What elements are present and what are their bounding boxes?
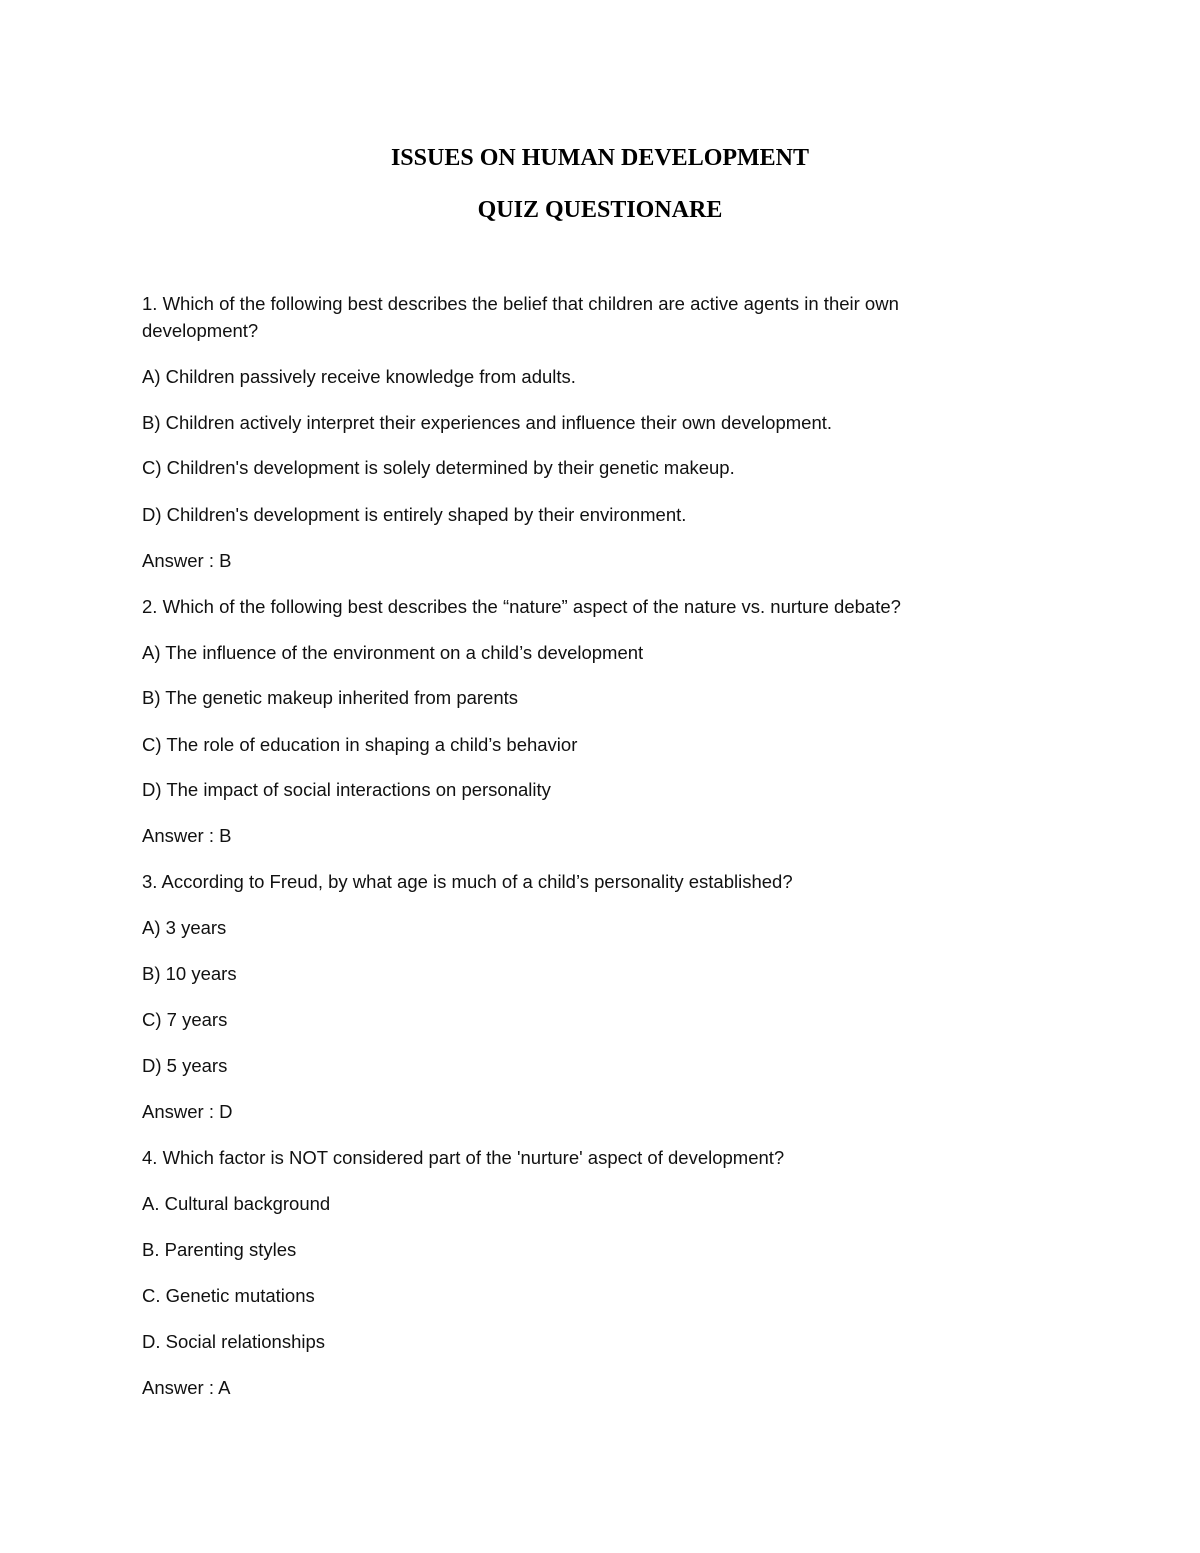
question-1-option-a: A) Children passively receive knowledge from adults. — [142, 366, 576, 387]
question-2-option-a: A) The influence of the environment on a child’s development — [142, 642, 644, 663]
question-2-answer: Answer : B — [142, 825, 232, 846]
question-3-option-c: C) 7 years — [142, 1009, 228, 1030]
question-4-answer: Answer : A — [142, 1377, 231, 1398]
question-1-option-b: B) Children actively interpret their experiences and influence their own development. — [142, 412, 833, 433]
question-3-option-b: B) 10 years — [142, 963, 237, 984]
question-1-option-c: C) Children's development is solely determined by their genetic makeup. — [142, 457, 735, 478]
question-2-option-c: C) The role of education in shaping a child’s behavior — [142, 734, 578, 755]
question-3-option-a: A) 3 years — [142, 917, 227, 938]
document-subtitle: QUIZ QUESTIONARE — [477, 197, 723, 223]
question-2-option-b: B) The genetic makeup inherited from parents — [142, 687, 519, 708]
question-4-option-b: B. Parenting styles — [142, 1239, 297, 1260]
question-3-option-d: D) 5 years — [142, 1055, 228, 1076]
document-title: ISSUES ON HUMAN DEVELOPMENT — [390, 145, 810, 171]
question-3-answer: Answer : D — [142, 1101, 233, 1122]
question-1-text: 1. Which of the following best describes the belief that children are active agents in their own development? — [142, 293, 899, 341]
question-2-text: 2. Which of the following best describes the “nature” aspect of the nature vs. nurture debate? — [142, 596, 901, 617]
question-1-answer: Answer : B — [142, 550, 232, 571]
question-2-option-d: D) The impact of social interactions on personality — [142, 779, 551, 800]
question-4-text: 4. Which factor is NOT considered part of the 'nurture' aspect of development? — [142, 1147, 785, 1168]
question-4-option-c: C. Genetic mutations — [142, 1285, 315, 1306]
question-1-option-d: D) Children's development is entirely shaped by their environment. — [142, 504, 687, 525]
question-4-option-d: D. Social relationships — [142, 1331, 326, 1352]
question-4-option-a: A. Cultural background — [142, 1193, 331, 1214]
question-3-text: 3. According to Freud, by what age is much of a child’s personality established? — [142, 871, 793, 892]
